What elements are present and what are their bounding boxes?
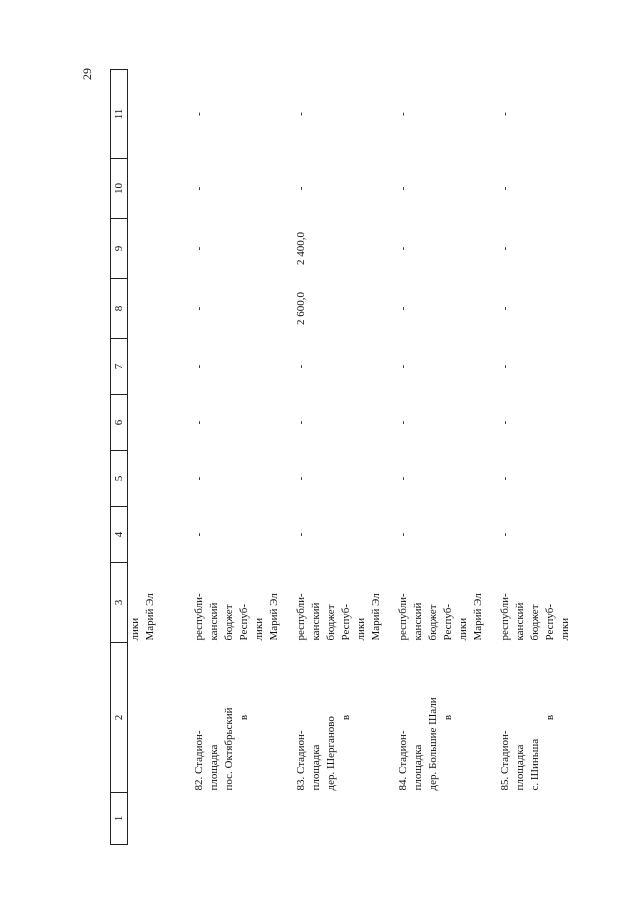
column-number-7: 7: [111, 339, 128, 395]
row-number-cell: [192, 793, 284, 845]
row-number-cell: [294, 793, 386, 845]
value-cell-col-9-text: -: [499, 246, 511, 251]
column-number-8: 8: [111, 279, 128, 339]
object-name-cell: [498, 643, 590, 793]
value-cell-col-10-text: -: [397, 186, 409, 191]
table-row: [294, 70, 386, 845]
value-cell-col-5-text: -: [193, 476, 205, 481]
table-row: [396, 70, 488, 845]
value-cell-col-10: [498, 159, 590, 219]
row-number-cell: [498, 793, 590, 845]
funding-source-cell-text: республи- канский бюджет Респуб- лики Марий Эл: [193, 593, 280, 641]
funding-source-cell-text: республи- канский бюджет Респуб- лики Марий Эл: [397, 593, 484, 641]
unit-letter: в: [544, 714, 556, 721]
unit-letter: в: [340, 714, 352, 721]
value-cell-col-6: [294, 395, 386, 451]
value-cell-col-8: [396, 279, 488, 339]
value-cell-col-8: [192, 279, 284, 339]
value-cell-col-5-text: -: [397, 476, 409, 481]
column-header-row: [111, 70, 128, 845]
funding-source-cell: [498, 563, 590, 643]
column-number-2: 2: [111, 643, 128, 793]
value-cell-col-7: [498, 339, 590, 395]
value-cell-col-11: [396, 70, 488, 159]
value-cell-col-7-text: -: [397, 364, 409, 369]
value-cell-col-6: [498, 395, 590, 451]
page-number: 29: [80, 68, 94, 80]
value-cell-col-7-text: -: [499, 364, 511, 369]
value-cell-col-6-text: -: [499, 420, 511, 425]
object-name-cell-text: 83. Стадион- площадка дер. Шерганово: [295, 716, 337, 791]
value-cell-col-5: [192, 451, 284, 507]
value-cell-col-7-text: -: [193, 364, 205, 369]
value-cell-col-4-text: -: [499, 532, 511, 537]
value-cell-col-4: [498, 507, 590, 563]
column-number-9: 9: [111, 219, 128, 279]
value-cell-col-8-text: -: [499, 306, 511, 311]
row-spacer: [590, 70, 600, 845]
object-name-cell-text: 82. Стадион- площадка пос. Октябрьский: [193, 707, 235, 791]
column-number-6: 6: [111, 395, 128, 451]
unit-letter: в: [442, 714, 454, 721]
value-cell-col-5: [396, 451, 488, 507]
value-cell-col-8-text: -: [397, 306, 409, 311]
value-cell-col-10-text: -: [193, 186, 205, 191]
value-cell-col-10-text: -: [295, 186, 307, 191]
row-spacer: [386, 70, 396, 845]
table-row: [498, 70, 590, 845]
value-cell-col-5-text: -: [499, 476, 511, 481]
value-cell-col-9-text: 2 400,0: [295, 232, 307, 265]
column-number-3: 3: [111, 563, 128, 643]
value-cell-col-11: [294, 70, 386, 159]
value-cell-col-9: [192, 219, 284, 279]
column-number-5: 5: [111, 451, 128, 507]
value-cell-col-7: [192, 339, 284, 395]
carryover-source-text: лики Марий Эл: [129, 593, 156, 641]
value-cell-col-7-text: -: [295, 364, 307, 369]
object-name-cell-text: 84. Стадион- площадка дер. Большие Шали: [397, 697, 439, 791]
row-number-cell: [396, 793, 488, 845]
funding-source-cell: [192, 563, 284, 643]
object-name-cell: [192, 643, 284, 793]
funding-source-cell-text: республи- канский бюджет Респуб- лики: [499, 593, 571, 641]
value-cell-col-6-text: -: [295, 420, 307, 425]
value-cell-col-5: [498, 451, 590, 507]
value-cell-col-10: [294, 159, 386, 219]
value-cell-col-11-text: -: [499, 112, 511, 116]
value-cell-col-11-text: -: [295, 112, 307, 116]
value-cell-col-6-text: -: [193, 420, 205, 425]
value-cell-col-8: [294, 279, 386, 339]
carryover-source-cell: [128, 563, 193, 643]
value-cell-col-4: [294, 507, 386, 563]
object-name-cell-text: 85. Стадион- площадка с. Шиньша: [499, 730, 541, 791]
column-number-11: 11: [111, 70, 128, 159]
value-cell-col-4-text: -: [397, 532, 409, 537]
value-cell-col-9: [498, 219, 590, 279]
column-number-1: 1: [111, 793, 128, 845]
value-cell-col-5: [294, 451, 386, 507]
value-cell-col-6: [192, 395, 284, 451]
value-cell-col-8: [498, 279, 590, 339]
value-cell-col-6: [396, 395, 488, 451]
value-cell-col-11-text: -: [397, 112, 409, 116]
value-cell-col-11: [498, 70, 590, 159]
value-cell-col-7: [294, 339, 386, 395]
value-cell-col-6-text: -: [397, 420, 409, 425]
value-cell-col-11-text: -: [193, 112, 205, 116]
budget-table-sheet: [110, 70, 590, 845]
value-cell-col-11: [192, 70, 284, 159]
table-row: [192, 70, 284, 845]
value-cell-col-9-text: -: [193, 246, 205, 251]
object-name-cell: [294, 643, 386, 793]
budget-table: [110, 69, 600, 845]
value-cell-col-4-text: -: [295, 532, 307, 537]
value-cell-col-4: [192, 507, 284, 563]
value-cell-col-10: [192, 159, 284, 219]
value-cell-col-9: [294, 219, 386, 279]
carryover-row: [128, 70, 193, 845]
value-cell-col-8-text: 2 600,0: [295, 292, 307, 325]
unit-letter: в: [238, 714, 250, 721]
value-cell-col-8-text: -: [193, 306, 205, 311]
column-number-10: 10: [111, 159, 128, 219]
value-cell-col-5-text: -: [295, 476, 307, 481]
funding-source-cell: [396, 563, 488, 643]
value-cell-col-4: [396, 507, 488, 563]
row-spacer: [488, 70, 498, 845]
value-cell-col-7: [396, 339, 488, 395]
column-number-4: 4: [111, 507, 128, 563]
funding-source-cell-text: республи- канский бюджет Респуб- лики Марий Эл: [295, 593, 382, 641]
value-cell-col-9: [396, 219, 488, 279]
value-cell-col-10-text: -: [499, 186, 511, 191]
row-spacer: [284, 70, 294, 845]
value-cell-col-9-text: -: [397, 246, 409, 251]
object-name-cell: [396, 643, 488, 793]
value-cell-col-10: [396, 159, 488, 219]
value-cell-col-4-text: -: [193, 532, 205, 537]
funding-source-cell: [294, 563, 386, 643]
